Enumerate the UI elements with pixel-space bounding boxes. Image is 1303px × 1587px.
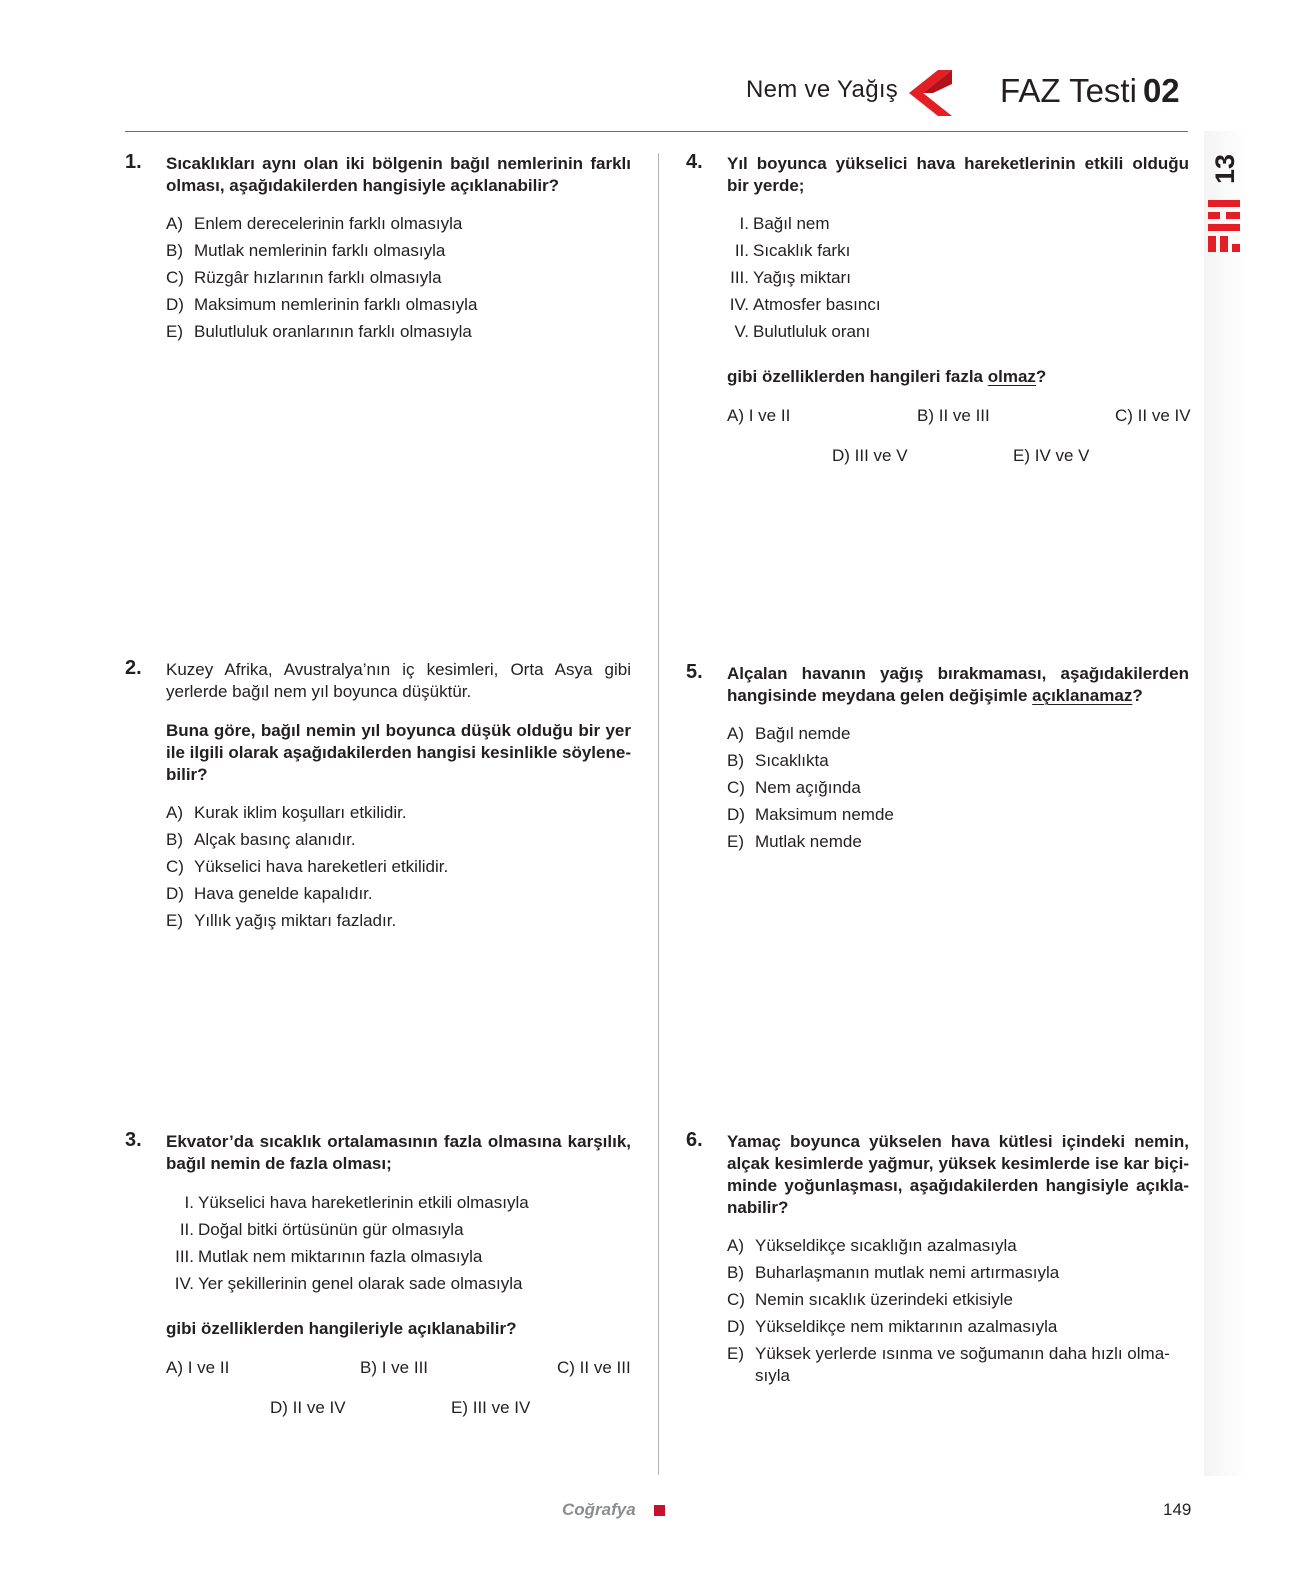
question-stem: Yamaç boyunca yükselen hava kütlesi içindeki nemin, alçak kesimlerde yağmur, yüksek kesimlerde ise kar biçi-minde yoğunlaşması, aşağıdakilerden hangisiyle açıkla-nabilir? bbox=[727, 1132, 1189, 1217]
statement-item: II. Sıcaklık farkı bbox=[734, 241, 851, 260]
answer-option[interactable]: D) III ve V bbox=[832, 446, 908, 465]
statement-item: III. Mutlak nem miktarının fazla olmasıyla bbox=[175, 1247, 483, 1266]
answer-option[interactable]: E) IV ve V bbox=[1013, 446, 1090, 465]
side-tab-number: 13 bbox=[1210, 153, 1240, 185]
answer-option[interactable]: C) Rüzgâr hızlarının farklı olmasıyla bbox=[166, 268, 442, 287]
answer-option[interactable]: A) I ve II bbox=[166, 1358, 230, 1377]
chevron-left-icon bbox=[906, 70, 952, 116]
statement-item: I. Bağıl nem bbox=[739, 214, 830, 233]
question-stem: Ekvator’da sıcaklık ortalamasının fazla olmasına karşılık, bağıl nemin de fazla olması; bbox=[166, 1132, 631, 1173]
question-stem: Alçalan havanın yağış bırakmaması, aşağıdakilerden hangisinde meydana gelen değişimle açıklanamaz? bbox=[727, 664, 1189, 705]
answer-option[interactable]: A) Yükseldikçe sıcaklığın azalmasıyla bbox=[727, 1236, 1017, 1255]
emphasis-word: olmaz bbox=[987, 367, 1036, 386]
answer-option[interactable]: E) Mutlak nemde bbox=[727, 832, 862, 851]
test-number: 02 bbox=[1142, 72, 1180, 109]
column-divider bbox=[658, 153, 659, 1475]
answer-option[interactable]: D) Yükseldikçe nem miktarının azalmasıyla bbox=[727, 1317, 1058, 1336]
answer-option[interactable]: B) Mutlak nemlerinin farklı olmasıyla bbox=[166, 241, 446, 260]
question-prompt: gibi özelliklerden hangileriyle açıklanabilir? bbox=[166, 1319, 517, 1338]
answer-option[interactable]: E) Yüksek yerlerde ısınma ve soğumanın daha hızlı olma- sıyla bbox=[727, 1344, 1170, 1385]
answer-option[interactable]: E) III ve IV bbox=[451, 1398, 531, 1417]
question-stem: Sıcaklıkları aynı olan iki bölgenin bağıl nemlerinin farklı olması, aşağıdakilerden hangisiyle açıklanabilir? bbox=[166, 154, 631, 195]
question-intro: Kuzey Afrika, Avustralya’nın iç kesimleri, Orta Asya gibi yerlerde bağıl nem yıl boyunca düşüktür. bbox=[166, 660, 631, 701]
answer-option[interactable]: C) II ve IV bbox=[1115, 406, 1191, 425]
answer-option[interactable]: E) Bulutluluk oranlarının farklı olmasıyla bbox=[166, 322, 472, 341]
statement-item: III. Yağış miktarı bbox=[730, 268, 851, 287]
question-stem: Yıl boyunca yükselici hava hareketlerinin etkili olduğu bir yerde; bbox=[727, 154, 1189, 195]
answer-option[interactable]: B) II ve III bbox=[917, 406, 990, 425]
question-number: 2. bbox=[125, 657, 142, 679]
statement-item: IV. Atmosfer basıncı bbox=[729, 295, 881, 314]
topic-title: Nem ve Yağış bbox=[746, 76, 899, 103]
statement-item: V. Bulutluluk oranı bbox=[734, 322, 871, 341]
header-divider bbox=[125, 131, 1188, 132]
answer-option[interactable]: A) Enlem derecelerinin farklı olmasıyla bbox=[166, 214, 463, 233]
answer-option[interactable]: D) Hava genelde kapalıdır. bbox=[166, 884, 373, 903]
question-number: 4. bbox=[686, 151, 703, 173]
answer-option[interactable]: E) Yıllık yağış miktarı fazladır. bbox=[166, 911, 397, 930]
answer-option[interactable]: B) Buharlaşmanın mutlak nemi artırmasıyla bbox=[727, 1263, 1060, 1282]
statement-item: IV. Yer şekillerinin genel olarak sade olmasıyla bbox=[174, 1274, 523, 1293]
answer-option[interactable]: A) Kurak iklim koşulları etkilidir. bbox=[166, 803, 407, 822]
test-label: FAZ Testi bbox=[1000, 72, 1137, 109]
answer-option[interactable]: D) Maksimum nemlerinin farklı olmasıyla bbox=[166, 295, 478, 314]
emphasis-word: açıklanamaz bbox=[1032, 686, 1133, 705]
answer-option[interactable]: D) Maksimum nemde bbox=[727, 805, 894, 824]
test-title bbox=[1000, 72, 1180, 110]
answer-option[interactable]: C) Nem açığında bbox=[727, 778, 861, 797]
answer-option[interactable]: A) I ve II bbox=[727, 406, 791, 425]
side-tab bbox=[1204, 131, 1248, 1476]
question-stem: Buna göre, bağıl nemin yıl boyunca düşük olduğu bir yer ile ilgili olarak aşağıdakilerden hangisi kesinlikle söylene-bilir? bbox=[166, 721, 631, 784]
answer-option[interactable]: C) Nemin sıcaklık üzerindeki etkisiyle bbox=[727, 1290, 1013, 1309]
answer-option[interactable]: C) II ve III bbox=[557, 1358, 631, 1377]
question-number: 6. bbox=[686, 1129, 703, 1151]
question-number: 5. bbox=[686, 661, 703, 683]
answer-option[interactable]: D) II ve IV bbox=[270, 1398, 346, 1417]
question-number: 3. bbox=[125, 1129, 142, 1151]
answer-option[interactable]: C) Yükselici hava hareketleri etkilidir. bbox=[166, 857, 449, 876]
answer-option[interactable]: B) Alçak basınç alanıdır. bbox=[166, 830, 356, 849]
footer-subject: Coğrafya bbox=[562, 1500, 636, 1519]
question-prompt: gibi özelliklerden hangileri fazla olmaz? bbox=[727, 367, 1047, 386]
answer-option[interactable]: A) Bağıl nemde bbox=[727, 724, 851, 743]
question-number: 1. bbox=[125, 151, 142, 173]
page-number: 149 bbox=[1163, 1500, 1192, 1519]
answer-option[interactable]: B) Sıcaklıkta bbox=[727, 751, 829, 770]
answer-option[interactable]: B) I ve III bbox=[360, 1358, 429, 1377]
footer-square-icon bbox=[654, 1505, 665, 1516]
faz-logo-icon bbox=[1206, 198, 1242, 254]
statement-item: I. Yükselici hava hareketlerinin etkili olmasıyla bbox=[184, 1193, 529, 1212]
statement-item: II. Doğal bitki örtüsünün gür olmasıyla bbox=[179, 1220, 464, 1239]
